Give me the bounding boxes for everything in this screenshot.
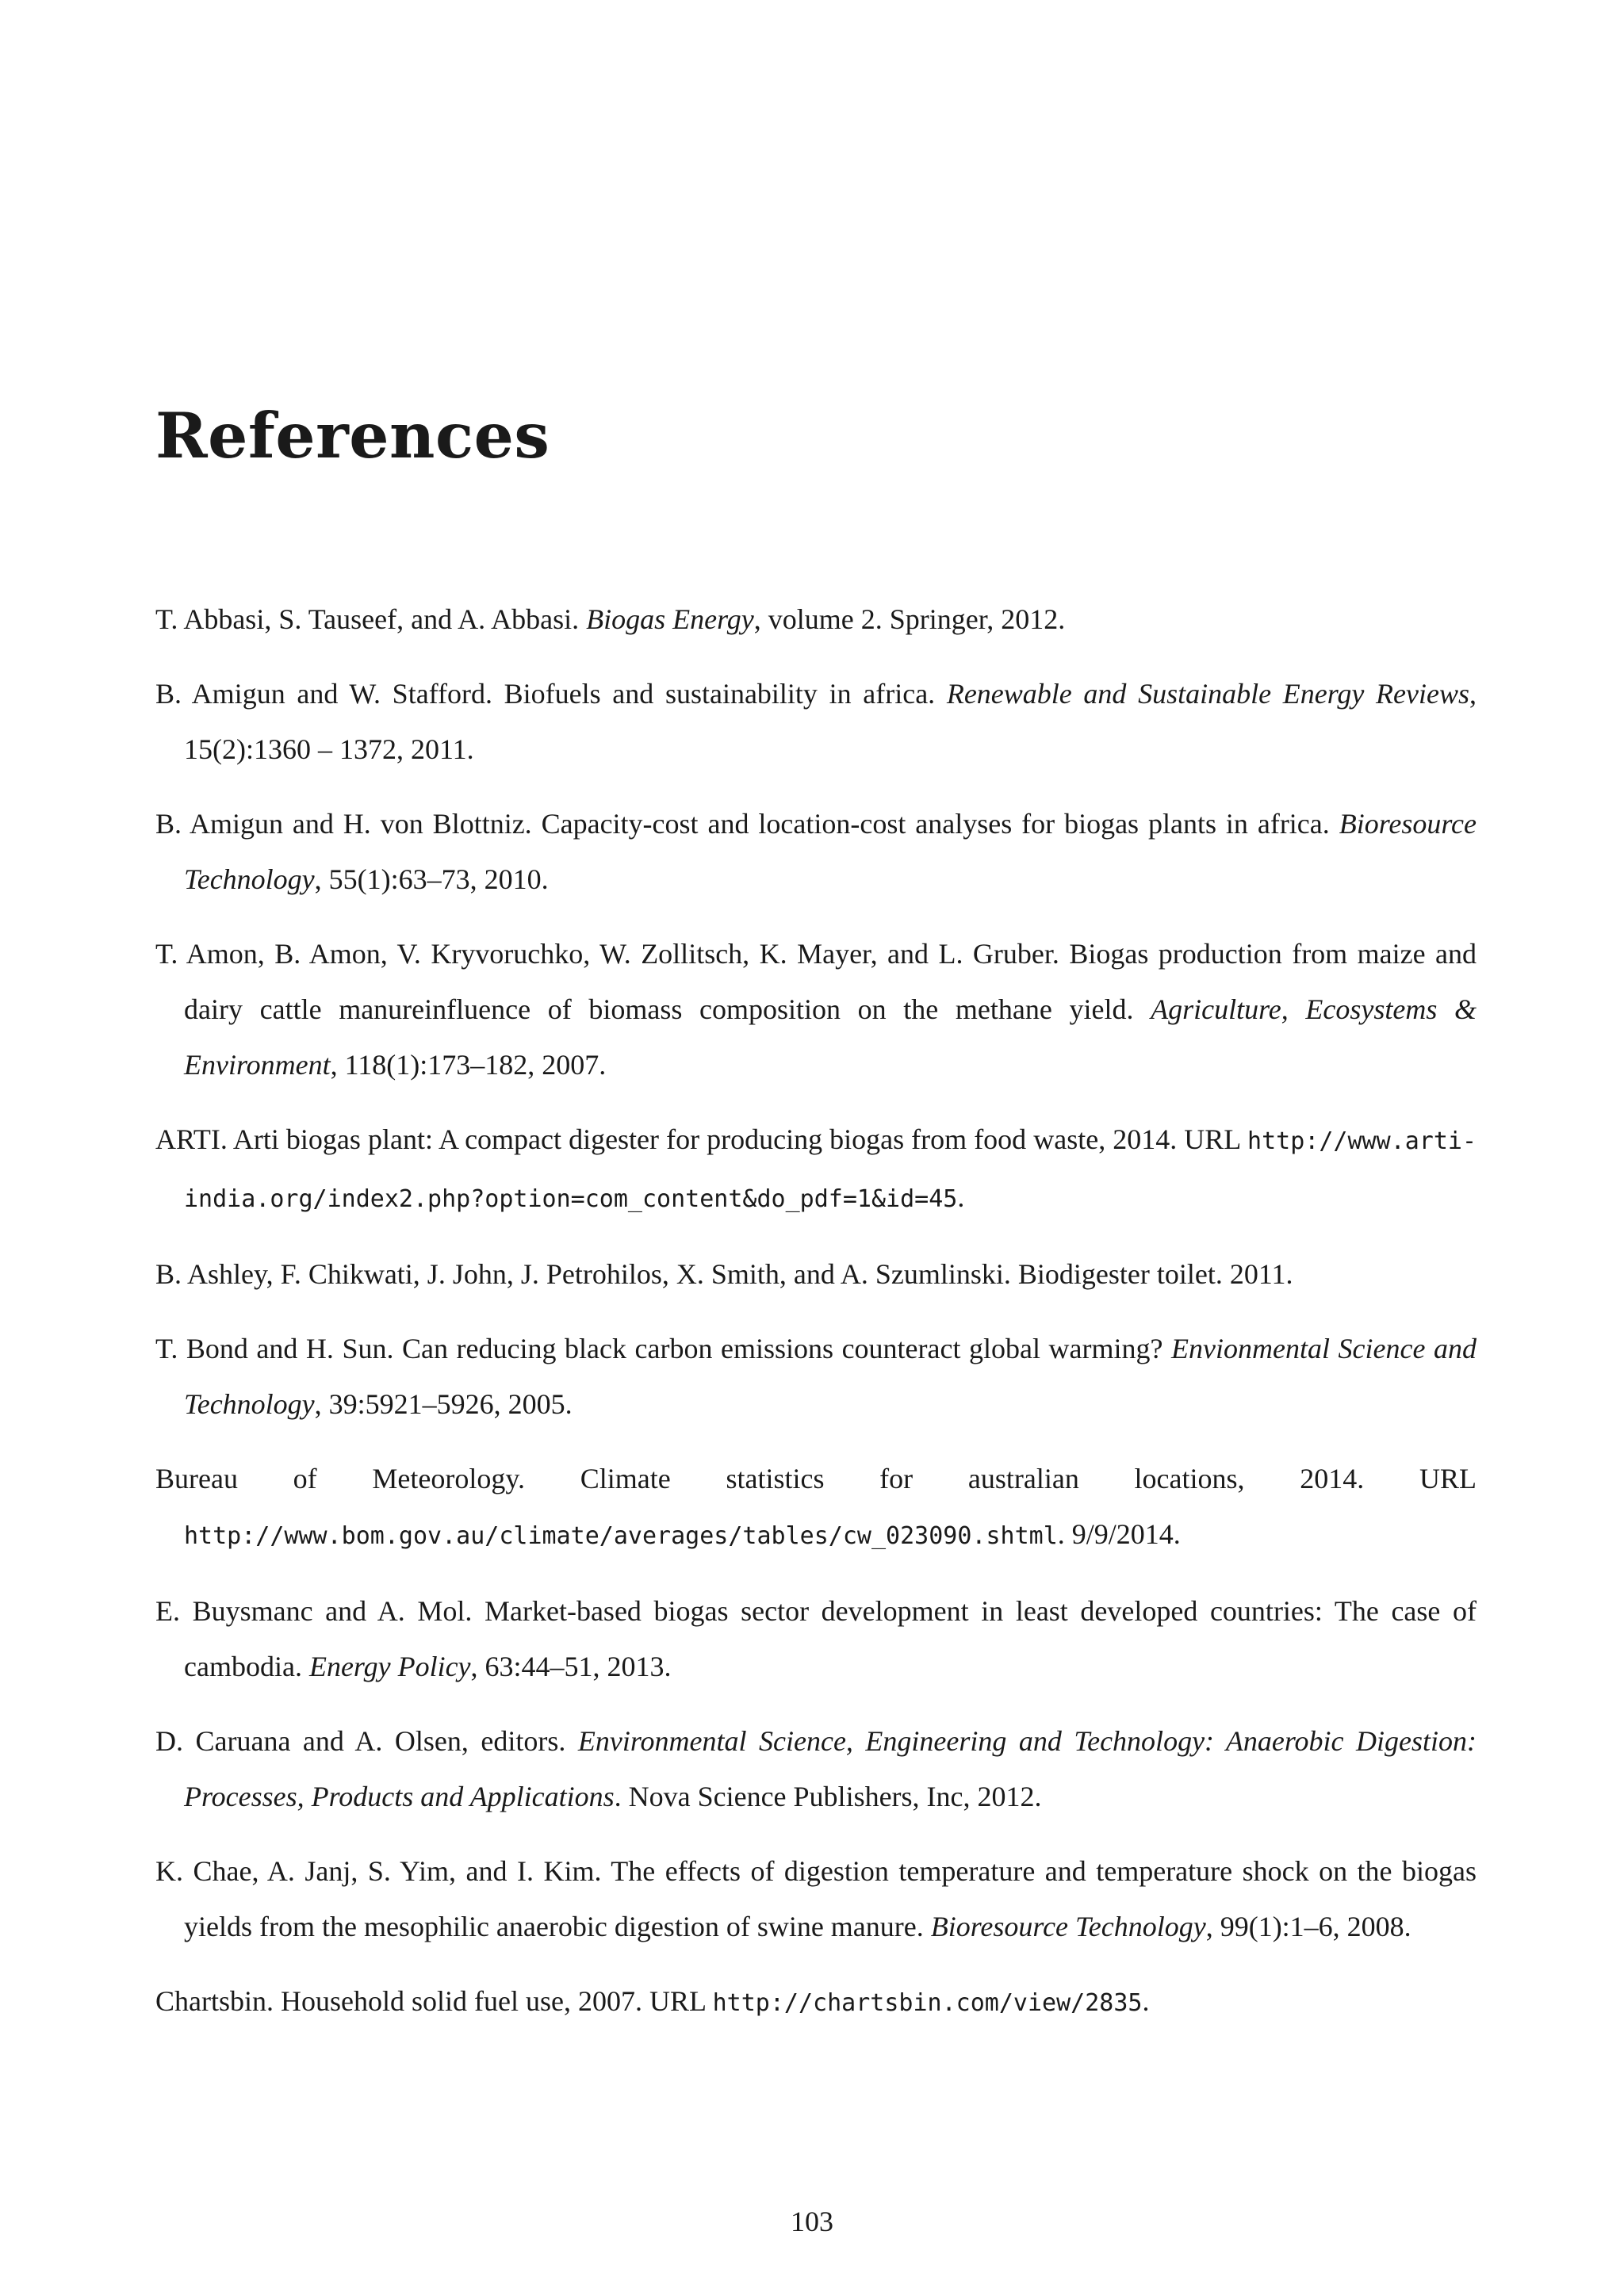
reference-text: T. Amon, B. Amon, V. Kryvoruchko, W. Zollitsch, K. Mayer, and L. Gruber. Biogas production from maize and dairy cattle manureinfluence of biomass composition on the methane yield. — [155, 938, 1477, 1025]
reference-venue: Renewable and Sustainable Energy Reviews — [946, 678, 1469, 710]
reference-url-link[interactable]: http://www.arti-india.org/index2.php?option=com_content&do_pdf=1&id=45 — [184, 1127, 1477, 1213]
reference-list — [155, 591, 1477, 2050]
reference-details: . Nova Science Publishers, Inc, 2012. — [614, 1781, 1042, 1812]
reference-details: , 63:44–51, 2013. — [470, 1651, 672, 1682]
reference-details: , 118(1):173–182, 2007. — [330, 1049, 607, 1081]
reference-details: . — [1142, 1985, 1150, 2017]
reference-text: ARTI. Arti biogas plant: A compact digester for producing biogas from food waste, 2014. URL — [155, 1123, 1248, 1155]
reference-url-link[interactable]: http://www.bom.gov.au/climate/averages/tables/cw_023090.shtml — [184, 1522, 1058, 1550]
reference-text: D. Caruana and A. Olsen, editors. — [155, 1725, 578, 1757]
reference-details: , volume 2. Springer, 2012. — [753, 603, 1066, 635]
reference-details: , 15(2):1360 – 1372, 2011. — [184, 678, 1477, 765]
reference-text: Bureau of Meteorology. Climate statistics for australian locations, 2014. URL — [155, 1463, 1477, 1494]
reference-item — [155, 1321, 1477, 1432]
reference-details: . 9/9/2014. — [1057, 1518, 1181, 1550]
reference-item — [155, 1713, 1477, 1824]
reference-item — [155, 1112, 1477, 1227]
reference-item — [155, 1583, 1477, 1694]
reference-item — [155, 591, 1477, 647]
reference-url-link[interactable]: http://chartsbin.com/view/2835 — [712, 1989, 1143, 2017]
reference-item — [155, 1973, 1477, 2031]
reference-details: . — [957, 1181, 965, 1213]
reference-venue: Envionmental Science and Technology — [184, 1333, 1477, 1420]
reference-text: Chartsbin. Household solid fuel use, 2007. URL — [155, 1985, 713, 2017]
reference-venue: Agriculture, Ecosystems & Environment — [184, 993, 1477, 1081]
reference-text: E. Buysmanc and A. Mol. Market-based biogas sector development in least developed countries: The case of cambodia. — [155, 1595, 1477, 1682]
reference-text: K. Chae, A. Janj, S. Yim, and I. Kim. The effects of digestion temperature and temperature shock on the biogas yields from the mesophilic anaerobic digestion of swine manure. — [155, 1855, 1477, 1942]
reference-item — [155, 926, 1477, 1093]
reference-text: B. Amigun and W. Stafford. Biofuels and sustainability in africa. — [155, 678, 947, 710]
page-title: References — [155, 399, 550, 473]
reference-details: , 99(1):1–6, 2008. — [1205, 1911, 1411, 1942]
reference-item — [155, 1843, 1477, 1954]
reference-venue: Bioresource Technology — [930, 1911, 1206, 1942]
reference-venue: Bioresource Technology — [184, 808, 1477, 895]
page-number: 103 — [791, 2206, 833, 2237]
reference-venue: Biogas Energy — [586, 603, 754, 635]
reference-item — [155, 1451, 1477, 1564]
reference-details: , 39:5921–5926, 2005. — [314, 1388, 573, 1420]
reference-venue: Environmental Science, Engineering and Technology: Anaerobic Digestion: Processes, Products and Applications — [184, 1725, 1477, 1812]
reference-text: B. Ashley, F. Chikwati, J. John, J. Petrohilos, X. Smith, and A. Szumlinski. Biodigester toilet. 2011. — [155, 1258, 1293, 1290]
reference-text: T. Bond and H. Sun. Can reducing black carbon emissions counteract global warming? — [155, 1333, 1172, 1364]
reference-item — [155, 1246, 1477, 1302]
reference-venue: Energy Policy — [308, 1651, 471, 1682]
reference-item — [155, 796, 1477, 907]
reference-text: B. Amigun and H. von Blottniz. Capacity-cost and location-cost analyses for biogas plants in africa. — [155, 808, 1339, 840]
reference-item — [155, 666, 1477, 777]
reference-details: , 55(1):63–73, 2010. — [314, 863, 549, 895]
reference-text: T. Abbasi, S. Tauseef, and A. Abbasi. — [155, 603, 587, 635]
